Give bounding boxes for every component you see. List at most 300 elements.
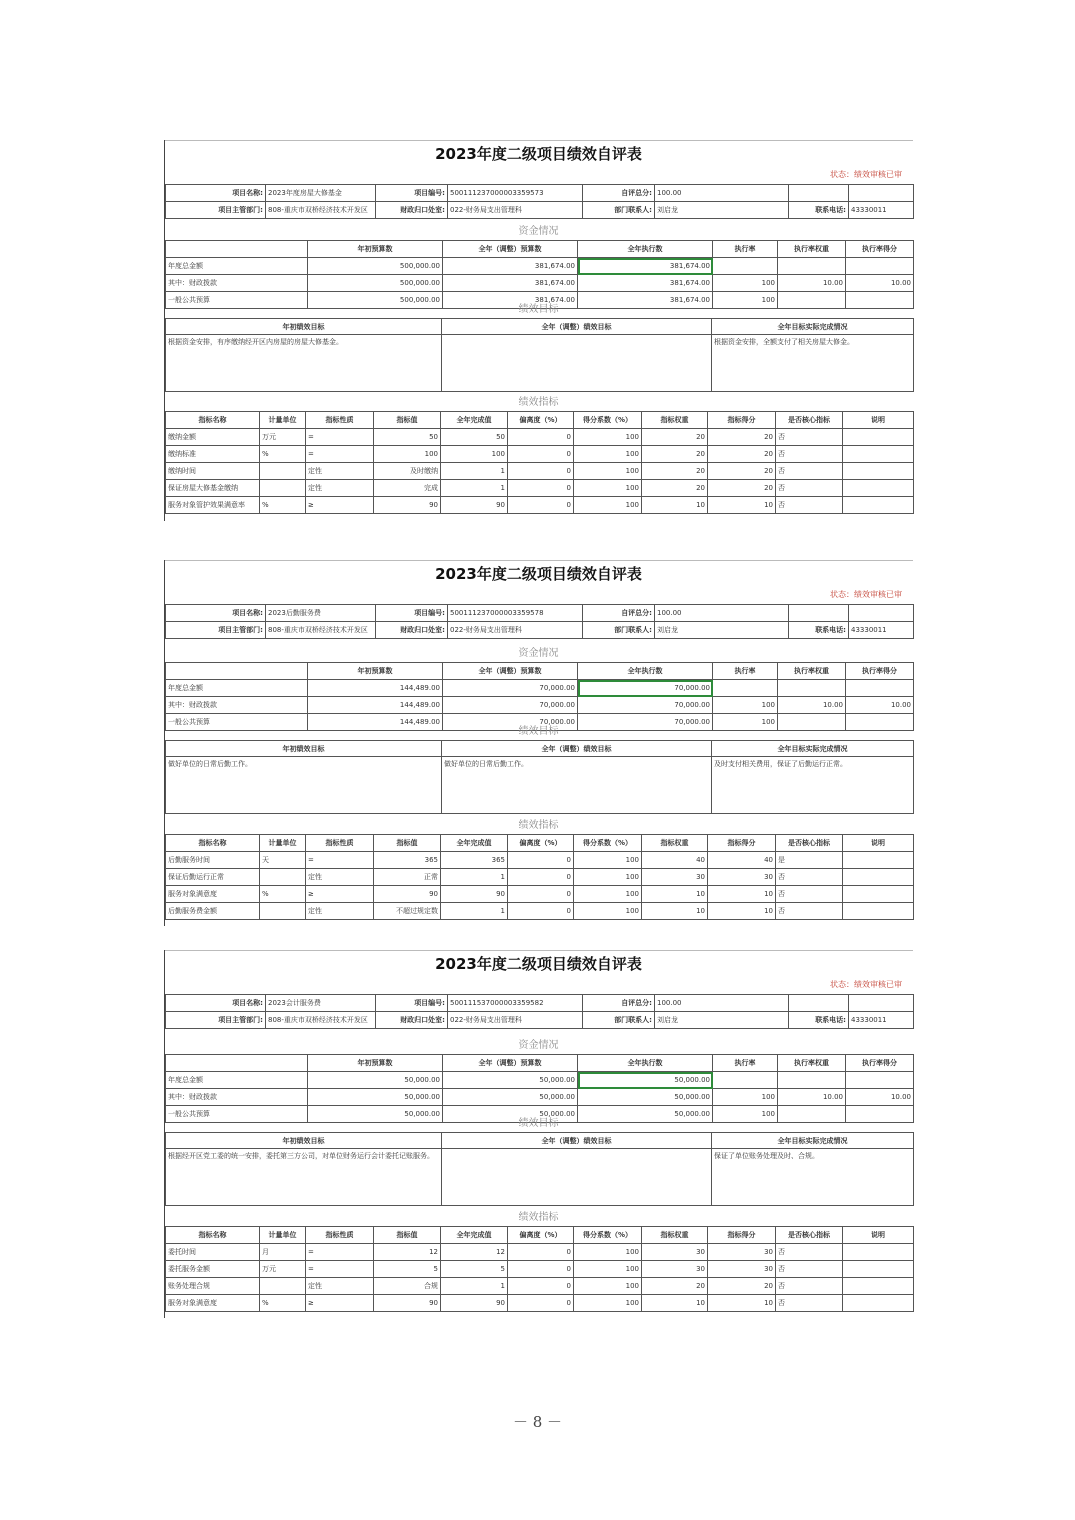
funds-value: 100 [713, 1106, 778, 1123]
funds-value [713, 258, 778, 275]
indicator-value: 100 [574, 852, 642, 869]
funds-value: 381,674.00 [578, 292, 713, 309]
funds-table [165, 240, 914, 309]
indicator-name: 服务对象满意度 [166, 886, 260, 903]
indicator-value: 0 [508, 497, 574, 514]
indicator-value [843, 869, 914, 886]
indicator-value: 50 [374, 429, 441, 446]
indicator-value: 否 [776, 1295, 843, 1312]
funds-col-header: 执行率 [713, 241, 778, 258]
indicator-value: % [260, 1295, 306, 1312]
indicator-col-header: 指标权重 [642, 835, 708, 852]
label-project-code: 项目编号: [376, 605, 448, 622]
indicator-value: 90 [374, 1295, 441, 1312]
funds-value [778, 1072, 846, 1089]
indicator-value: 40 [642, 852, 708, 869]
indicator-value: 90 [441, 886, 508, 903]
score-value: 100.00 [655, 605, 789, 622]
indicator-value: 0 [508, 1261, 574, 1278]
indicator-value: ≥ [306, 497, 374, 514]
indicator-value: 否 [776, 1278, 843, 1295]
funds-value: 381,674.00 [578, 275, 713, 292]
indicator-value: = [306, 1244, 374, 1261]
funds-value [713, 1072, 778, 1089]
indicator-col-header: 指标性质 [306, 835, 374, 852]
section-indicators: 绩效指标 [518, 1212, 559, 1223]
cell [849, 995, 914, 1012]
project-info-table [165, 184, 914, 219]
funds-col-header: 执行率权重 [778, 663, 846, 680]
indicator-value: 1 [441, 1278, 508, 1295]
funds-value: 50,000.00 [443, 1072, 578, 1089]
goal-text [442, 335, 712, 392]
contact-value: 刘启龙 [655, 1012, 789, 1029]
indicator-col-header: 说明 [843, 412, 914, 429]
goal-text: 根据资金安排，有序缴纳经开区内房屋的房屋大修基金。 [166, 335, 442, 392]
cell [789, 995, 849, 1012]
goals-table [165, 318, 914, 392]
funds-col-header: 年初预算数 [308, 241, 443, 258]
project-name-value: 2023年度房屋大修基金 [266, 185, 376, 202]
funds-value: 70,000.00 [578, 697, 713, 714]
label-score: 自评总分: [583, 185, 655, 202]
funds-value [846, 680, 914, 697]
indicator-col-header: 说明 [843, 1227, 914, 1244]
indicator-value: 10 [708, 886, 776, 903]
goals-col-header: 全年（调整）绩效目标 [442, 1133, 712, 1149]
project-name-value: 2023后勤服务费 [266, 605, 376, 622]
indicator-value: 12 [374, 1244, 441, 1261]
funds-row-label: 年度总金额 [166, 258, 308, 275]
evaluation-form [164, 140, 912, 521]
cell [789, 185, 849, 202]
indicator-value: 100 [374, 446, 441, 463]
funds-col-header [166, 241, 308, 258]
indicator-value: 100 [574, 1244, 642, 1261]
indicator-value: % [260, 497, 306, 514]
indicator-value: 0 [508, 1295, 574, 1312]
funds-table [165, 662, 914, 731]
indicator-value: 定性 [306, 1278, 374, 1295]
indicator-name: 后勤服务费金额 [166, 903, 260, 920]
project-info-table [165, 604, 914, 639]
indicator-col-header: 是否核心指标 [776, 835, 843, 852]
dept-value: 808-重庆市双桥经济技术开发区 [266, 622, 376, 639]
goals-col-header: 全年目标实际完成情况 [712, 741, 914, 757]
indicator-name: 后勤服务时间 [166, 852, 260, 869]
indicator-value: 0 [508, 852, 574, 869]
funds-col-header: 执行率得分 [846, 1055, 914, 1072]
indicator-value: 20 [708, 446, 776, 463]
score-value: 100.00 [655, 185, 789, 202]
table-row [166, 446, 914, 463]
indicator-value: 100 [574, 463, 642, 480]
funds-value: 500,000.00 [308, 275, 443, 292]
indicator-value: 0 [508, 429, 574, 446]
indicator-value: 10 [708, 497, 776, 514]
funds-row-label: 其中：财政拨款 [166, 275, 308, 292]
goals-col-header: 全年目标实际完成情况 [712, 319, 914, 335]
indicator-value [843, 446, 914, 463]
label-project-name: 项目名称: [166, 185, 266, 202]
funds-table [165, 1054, 914, 1123]
indicator-col-header: 是否核心指标 [776, 1227, 843, 1244]
indicator-col-header: 指标值 [374, 1227, 441, 1244]
funds-value: 144,489.00 [308, 680, 443, 697]
indicator-value: 100 [574, 886, 642, 903]
indicator-value: 365 [441, 852, 508, 869]
indicator-value: 万元 [260, 1261, 306, 1278]
goals-col-header: 全年（调整）绩效目标 [442, 741, 712, 757]
funds-value: 10.00 [846, 275, 914, 292]
indicator-value: 0 [508, 1244, 574, 1261]
indicator-col-header: 全年完成值 [441, 1227, 508, 1244]
label-finance-office: 财政归口处室: [376, 622, 448, 639]
project-code-value: 500111537000003359582 [448, 995, 583, 1012]
indicator-value: 0 [508, 903, 574, 920]
section-funds: 资金情况 [518, 226, 559, 237]
funds-row-label: 年度总金额 [166, 680, 308, 697]
indicator-col-header: 说明 [843, 835, 914, 852]
indicator-col-header: 得分系数（%） [574, 835, 642, 852]
funds-value: 50,000.00 [578, 1072, 713, 1089]
section-goals: 绩效目标 [518, 1118, 559, 1129]
indicator-value: ≥ [306, 886, 374, 903]
indicator-name: 服务对象管护效果满意率 [166, 497, 260, 514]
finance-office-value: 022-财务局支出管理科 [448, 202, 583, 219]
dept-value: 808-重庆市双桥经济技术开发区 [266, 202, 376, 219]
funds-col-header: 执行率权重 [778, 241, 846, 258]
indicator-col-header: 得分系数（%） [574, 412, 642, 429]
funds-col-header: 全年执行数 [578, 1055, 713, 1072]
indicator-col-header: 指标名称 [166, 412, 260, 429]
label-project-name: 项目名称: [166, 995, 266, 1012]
label-project-code: 项目编号: [376, 995, 448, 1012]
indicator-value [843, 1261, 914, 1278]
funds-value [846, 1072, 914, 1089]
indicator-value: 0 [508, 480, 574, 497]
table-row [166, 1261, 914, 1278]
indicator-value: 否 [776, 446, 843, 463]
funds-col-header: 执行率 [713, 663, 778, 680]
label-dept: 项目主管部门: [166, 1012, 266, 1029]
table-row [166, 869, 914, 886]
cell [789, 605, 849, 622]
contact-value: 刘启龙 [655, 202, 789, 219]
table-row [166, 1295, 914, 1312]
indicator-value: 10 [642, 1295, 708, 1312]
section-goals: 绩效目标 [518, 304, 559, 315]
funds-value: 50,000.00 [308, 1072, 443, 1089]
indicator-value: 100 [574, 480, 642, 497]
indicator-value: 100 [574, 1295, 642, 1312]
indicator-value: 100 [574, 869, 642, 886]
funds-value: 100 [713, 697, 778, 714]
indicator-value: 20 [642, 463, 708, 480]
indicator-value [843, 1244, 914, 1261]
funds-row-label: 一般公共预算 [166, 1106, 308, 1123]
indicators-table [165, 411, 914, 514]
funds-value: 10.00 [778, 1089, 846, 1106]
funds-value: 500,000.00 [308, 292, 443, 309]
indicator-value: 合规 [374, 1278, 441, 1295]
label-score: 自评总分: [583, 605, 655, 622]
indicator-value: 20 [708, 480, 776, 497]
funds-value: 70,000.00 [578, 680, 713, 697]
indicator-value: 是 [776, 852, 843, 869]
table-row [166, 258, 914, 275]
indicator-value: 90 [441, 1295, 508, 1312]
indicator-value [843, 497, 914, 514]
funds-col-header: 全年（调整）预算数 [443, 241, 578, 258]
goals-table [165, 1132, 914, 1206]
funds-value: 381,674.00 [443, 292, 578, 309]
table-row [166, 275, 914, 292]
goal-text [442, 1149, 712, 1206]
funds-col-header: 执行率权重 [778, 1055, 846, 1072]
indicator-value [260, 463, 306, 480]
funds-col-header [166, 663, 308, 680]
indicator-value: 20 [708, 463, 776, 480]
funds-col-header: 年初预算数 [308, 1055, 443, 1072]
indicator-col-header: 指标权重 [642, 1227, 708, 1244]
indicator-value: 20 [642, 480, 708, 497]
indicator-col-header: 偏离度（%） [508, 412, 574, 429]
indicator-col-header: 计量单位 [260, 1227, 306, 1244]
indicator-value [843, 852, 914, 869]
indicator-value: 0 [508, 886, 574, 903]
label-contact: 部门联系人: [583, 1012, 655, 1029]
funds-value: 10.00 [778, 275, 846, 292]
funds-value: 100 [713, 275, 778, 292]
indicator-value: 月 [260, 1244, 306, 1261]
form-top-rule [165, 950, 913, 951]
indicator-col-header: 指标得分 [708, 412, 776, 429]
indicator-value: 否 [776, 463, 843, 480]
indicator-value: 30 [708, 1261, 776, 1278]
indicator-value: 否 [776, 886, 843, 903]
indicator-value: = [306, 852, 374, 869]
label-phone: 联系电话: [789, 622, 849, 639]
table-row [166, 1278, 914, 1295]
funds-value: 50,000.00 [443, 1106, 578, 1123]
funds-col-header: 执行率得分 [846, 241, 914, 258]
cell [849, 185, 914, 202]
indicator-value: 20 [642, 429, 708, 446]
funds-value [778, 680, 846, 697]
label-phone: 联系电话: [789, 1012, 849, 1029]
indicator-value: 否 [776, 903, 843, 920]
funds-value: 100 [713, 292, 778, 309]
indicator-name: 保证房屋大修基金缴纳 [166, 480, 260, 497]
label-project-name: 项目名称: [166, 605, 266, 622]
goals-table [165, 740, 914, 814]
goal-text: 及时支付相关费用，保证了后勤运行正常。 [712, 757, 914, 814]
label-dept: 项目主管部门: [166, 202, 266, 219]
indicator-name: 服务对象满意度 [166, 1295, 260, 1312]
evaluation-form [164, 560, 912, 926]
indicator-value: 天 [260, 852, 306, 869]
indicator-value: 10 [642, 886, 708, 903]
table-row [166, 1072, 914, 1089]
table-row [166, 463, 914, 480]
indicator-name: 账务处理合规 [166, 1278, 260, 1295]
funds-col-header: 执行率得分 [846, 663, 914, 680]
indicator-value: 90 [441, 497, 508, 514]
indicator-col-header: 全年完成值 [441, 412, 508, 429]
indicator-col-header: 指标值 [374, 835, 441, 852]
funds-row-label: 年度总金额 [166, 1072, 308, 1089]
label-score: 自评总分: [583, 995, 655, 1012]
project-code-value: 500111237000003359578 [448, 605, 583, 622]
goal-text: 保证了单位账务处理及时、合规。 [712, 1149, 914, 1206]
indicator-col-header: 偏离度（%） [508, 835, 574, 852]
finance-office-value: 022-财务局支出管理科 [448, 1012, 583, 1029]
funds-value: 100 [713, 1089, 778, 1106]
finance-office-value: 022-财务局支出管理科 [448, 622, 583, 639]
indicator-value: 及时缴纳 [374, 463, 441, 480]
goal-text: 根据经开区党工委的统一安排，委托第三方公司，对单位财务运行会计委托记账服务。 [166, 1149, 442, 1206]
indicator-col-header: 指标性质 [306, 1227, 374, 1244]
table-row [166, 429, 914, 446]
funds-col-header [166, 1055, 308, 1072]
indicator-value: 定性 [306, 480, 374, 497]
indicator-name: 缴纳标准 [166, 446, 260, 463]
indicator-value: 30 [642, 869, 708, 886]
indicator-value: 20 [642, 446, 708, 463]
status-badge: 状态：绩效审核已审 [830, 170, 902, 179]
funds-col-header: 执行率 [713, 1055, 778, 1072]
indicator-value: 30 [642, 1261, 708, 1278]
indicator-value [260, 903, 306, 920]
indicator-value: 10 [642, 497, 708, 514]
funds-value: 10.00 [846, 1089, 914, 1106]
indicator-value [843, 429, 914, 446]
label-contact: 部门联系人: [583, 202, 655, 219]
section-funds: 资金情况 [518, 648, 559, 659]
project-name-value: 2023会计服务费 [266, 995, 376, 1012]
indicator-value: 不超过规定数 [374, 903, 441, 920]
indicator-value: 1 [441, 903, 508, 920]
funds-value: 50,000.00 [578, 1089, 713, 1106]
table-row [166, 852, 914, 869]
indicator-value [260, 1278, 306, 1295]
funds-col-header: 年初预算数 [308, 663, 443, 680]
indicator-value: ≥ [306, 1295, 374, 1312]
funds-value: 50,000.00 [308, 1106, 443, 1123]
indicator-value: 50 [441, 429, 508, 446]
page-number: － 8 － [512, 1413, 563, 1431]
indicator-value: 10 [708, 1295, 776, 1312]
funds-row-label: 其中：财政拨款 [166, 1089, 308, 1106]
indicator-value: 否 [776, 480, 843, 497]
section-funds: 资金情况 [518, 1040, 559, 1051]
funds-col-header: 全年执行数 [578, 241, 713, 258]
cell [849, 605, 914, 622]
score-value: 100.00 [655, 995, 789, 1012]
evaluation-form [164, 950, 912, 1318]
indicator-value: 定性 [306, 463, 374, 480]
indicator-col-header: 指标性质 [306, 412, 374, 429]
indicator-value: 0 [508, 869, 574, 886]
funds-value: 381,674.00 [578, 258, 713, 275]
funds-col-header: 全年（调整）预算数 [443, 663, 578, 680]
indicator-value [843, 1295, 914, 1312]
phone-value: 43330011 [849, 622, 914, 639]
indicator-value [843, 480, 914, 497]
table-row [166, 886, 914, 903]
indicator-col-header: 计量单位 [260, 412, 306, 429]
funds-value: 144,489.00 [308, 697, 443, 714]
indicator-value: 0 [508, 463, 574, 480]
indicator-value: 否 [776, 497, 843, 514]
goals-col-header: 年初绩效目标 [166, 741, 442, 757]
indicator-value: 定性 [306, 903, 374, 920]
funds-value [713, 680, 778, 697]
indicator-col-header: 计量单位 [260, 835, 306, 852]
indicator-value: 30 [708, 869, 776, 886]
funds-col-header: 全年执行数 [578, 663, 713, 680]
contact-value: 刘启龙 [655, 622, 789, 639]
indicator-value: 12 [441, 1244, 508, 1261]
funds-value: 144,489.00 [308, 714, 443, 731]
indicator-value [843, 463, 914, 480]
table-row [166, 1244, 914, 1261]
indicator-value: 1 [441, 869, 508, 886]
indicator-col-header: 指标得分 [708, 1227, 776, 1244]
indicator-value: 90 [374, 886, 441, 903]
indicator-col-header: 指标权重 [642, 412, 708, 429]
label-dept: 项目主管部门: [166, 622, 266, 639]
funds-value: 381,674.00 [443, 258, 578, 275]
label-finance-office: 财政归口处室: [376, 202, 448, 219]
indicator-value: 30 [708, 1244, 776, 1261]
table-row [166, 697, 914, 714]
indicator-value: 5 [374, 1261, 441, 1278]
form-title: 2023年度二级项目绩效自评表 [435, 955, 642, 973]
label-contact: 部门联系人: [583, 622, 655, 639]
indicator-value: 0 [508, 446, 574, 463]
goal-text: 做好单位的日常后勤工作。 [166, 757, 442, 814]
section-goals: 绩效目标 [518, 726, 559, 737]
indicator-value: 100 [574, 1261, 642, 1278]
indicator-value: 否 [776, 429, 843, 446]
section-indicators: 绩效指标 [518, 397, 559, 408]
indicator-name: 委托时间 [166, 1244, 260, 1261]
indicator-value: % [260, 886, 306, 903]
indicator-name: 缴纳金额 [166, 429, 260, 446]
indicator-value: % [260, 446, 306, 463]
indicator-value: 5 [441, 1261, 508, 1278]
indicator-value: 100 [441, 446, 508, 463]
label-project-code: 项目编号: [376, 185, 448, 202]
indicator-value: 100 [574, 497, 642, 514]
indicator-value: 完成 [374, 480, 441, 497]
indicator-value: = [306, 1261, 374, 1278]
funds-row-label: 一般公共预算 [166, 714, 308, 731]
indicator-value [843, 1278, 914, 1295]
funds-value: 70,000.00 [578, 714, 713, 731]
goals-col-header: 年初绩效目标 [166, 319, 442, 335]
indicator-value [260, 480, 306, 497]
phone-value: 43330011 [849, 1012, 914, 1029]
funds-value: 10.00 [846, 697, 914, 714]
indicator-value: 100 [574, 903, 642, 920]
indicator-col-header: 得分系数（%） [574, 1227, 642, 1244]
funds-value: 70,000.00 [443, 714, 578, 731]
table-row [166, 497, 914, 514]
indicator-value: 10 [708, 903, 776, 920]
